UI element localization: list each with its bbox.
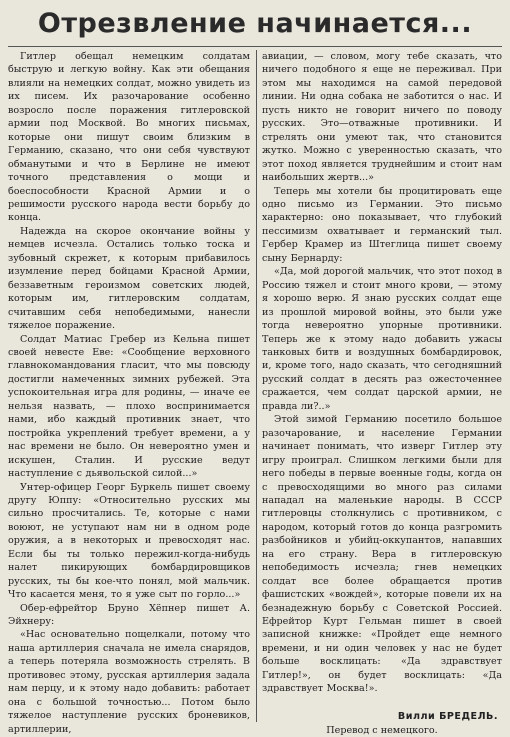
paragraph: авиации, — словом, могу тебе сказать, что ничего подобного я еще не переживал. При этом мы находимся на самой передовой линии. Ни одна собака не заботится о нас. И пусть никто не говорит ничего по поводу русских. Это—отважные противники. И стрелять они умеют так, что становится жутко. Можно с уверенностью сказать, что этот поход является труднейшим и стоит нам наибольших жертв...» bbox=[262, 51, 502, 184]
translation-note: Перевод с немецкого. bbox=[326, 725, 438, 736]
right-column bbox=[262, 50, 502, 696]
author-signature: Вилли БРЕДЕЛЬ. bbox=[397, 711, 498, 722]
paragraph: Обер-ефрейтор Бруно Хёпнер пишет А. Эйхнеру: bbox=[8, 602, 250, 628]
paragraph: Солдат Матиас Гребер из Кельна пишет своей невесте Еве: «Сообщение верховного главнокомандования гласит, что мы повсюду достигли намеченных зимних рубежей. Эта успокоительная игра для родины, — иначе ее нельзя назвать, — плохо воспринимается нами, ибо каждый противник знает, что постройка укреплений требует времени, а у нас времени не было. Он невероятно умен и искушен, Сталин. И русские ведут наступление с дьявольской силой...» bbox=[8, 333, 250, 480]
column-divider bbox=[256, 50, 257, 722]
paragraph: Гитлер обещал немецким солдатам быструю и легкую войну. Как эти обещания влияли на немецких солдат, можно увидеть из их писем. Их разочарование особенно возросло после поражения гитлеровской армии под Москвой. Во многих письмах, которые они пишут своим близким в Германию, сказано, что они себя чувствуют обманутыми и что в Берлине не имеют точного представления о мощи и боеспособности Красной Армии и о решимости русского народа вести борьбу до конца. bbox=[8, 51, 250, 224]
paragraph: Надежда на скорое окончание войны у немцев исчезла. Остались только тоска и зубовный скрежет, к которым прибавилось изумление перед бойцами Красной Армии, беззаветным героизмом советских людей, которым им, гитлеровским солдатам, считавшим себя непобедимыми, нанесли тяжелое поражение. bbox=[8, 225, 250, 332]
paragraph: Теперь мы хотели бы процитировать еще одно письмо из Германии. Это письмо характерно: оно показывает, что глубокий пессимизм охватывает и германский тыл. Гербер Крамер из Штеглица пишет своему сыну Бернарду: bbox=[262, 185, 502, 264]
paragraph: «Да, мой дорогой мальчик, что этот поход в Россию тяжел и стоит много крови, — этому я хорошо верю. Я знаю русских солдат еще из прошлой мировой войны, это были уже тогда невероятно упорные противники. Теперь же к этому надо добавить ужасы танковых битв и воздушных бомбардировок, и, кроме того, надо сказать, что сегодняшний русский солдат в десять раз ожесточеннее сражается, чем солдат царской армии, не правда ли?..» bbox=[262, 266, 502, 412]
paragraph: «Нас основательно пощелкали, потому что наша артиллерия сначала не имела снарядов, а теперь потеряла возможность стрелять. В противовес этому, русская артиллерия задала нам перцу, и к этому надо добавить: работает она с большой точностью... Потом было тяжелое наступление русских броневиков, артиллерии, bbox=[8, 629, 250, 735]
paragraph: Унтер-офицер Георг Буркель пишет своему другу Юппу: «Относительно русских мы сильно просчитались. Те, которые с нами воюют, не уступают нам ни в одном роде оружия, а в некоторых и превосходят нас. Если бы ты только пережил-когда-нибудь налет пикирующих бомбардировщиков русских, ты бы кое-что понял, мой мальчик. Что касается меня, то я уже сыт по горло...» bbox=[8, 481, 250, 601]
headline-rule bbox=[8, 46, 502, 47]
paragraph: Этой зимой Германию посетило большое разочарование, и население Германии начинает понимать, что изверг Гитлер эту игру проиграл. Слишком легкими были для него победы в первые военные годы, когда он с превосходящими во много раз силами нападал на маленькие народы. В СССР гитлеровцы столкнулись с противником, с народом, который готов до конца разгромить разбойников и убийц-оккупантов, напавших на его страну. Вера в гитлеровскую непобедимость исчезла; гнев немецких солдат все более обращается против фашистских «вождей», которые повели их на безнадежную борьбу с Советской Россией. Ефрейтор Курт Гельман пишет в своей записной книжке: «Пройдет еще немного времени, и ни один человек у нас не будет больше восклицать: «Да здравствует Гитлер!», он будет восклицать: «Да здравствует Москва!». bbox=[262, 414, 502, 695]
left-column bbox=[8, 50, 250, 736]
article-headline: Отрезвление начинается... bbox=[37, 8, 473, 39]
